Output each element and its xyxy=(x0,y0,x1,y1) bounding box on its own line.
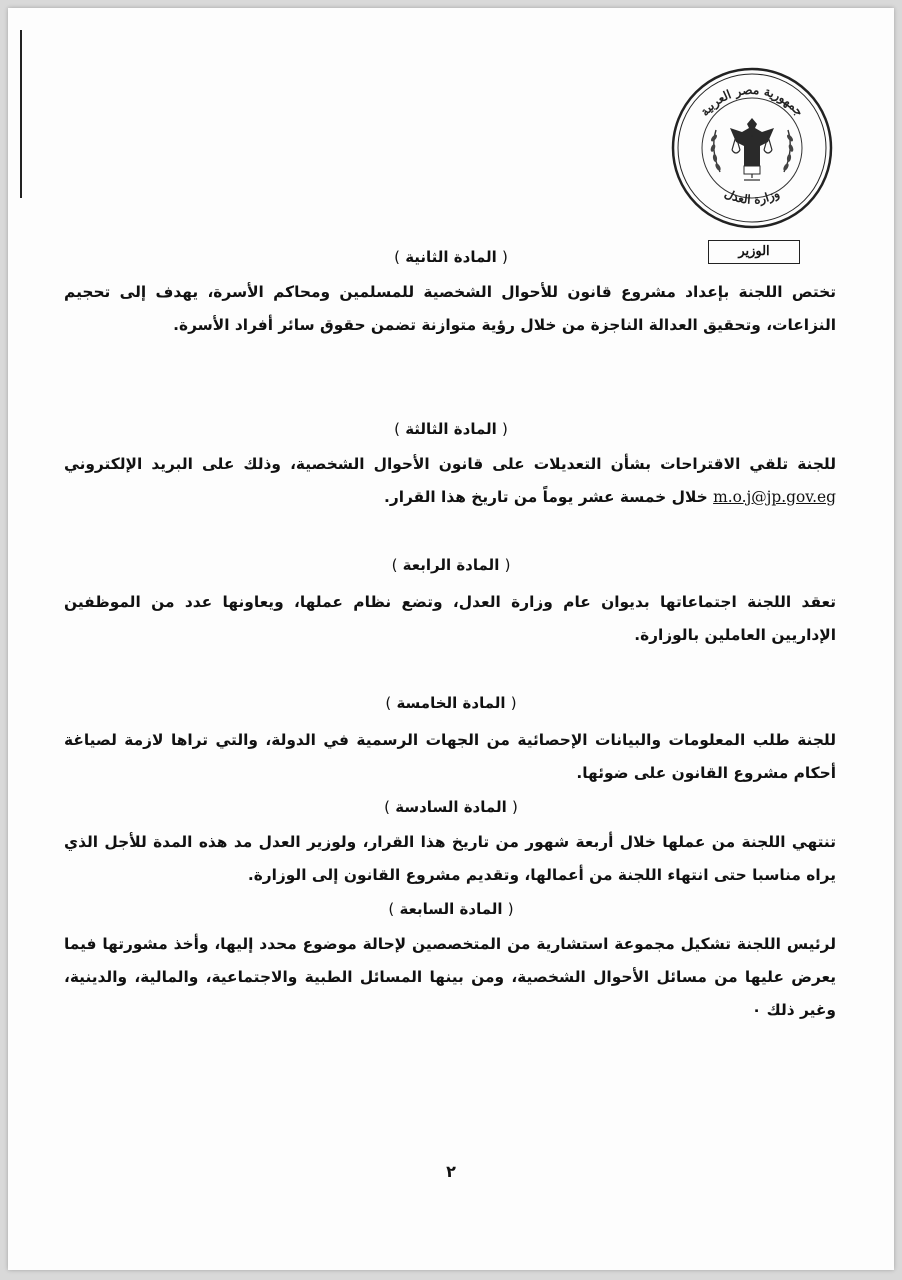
article-3-title: ( المادة الثالثة ) xyxy=(394,420,508,438)
article-2-title: ( المادة الثانية ) xyxy=(394,248,508,266)
article-4-title: ( المادة الرابعة ) xyxy=(391,556,511,574)
seal-emblem-icon xyxy=(670,66,834,230)
article-7-body: لرئيس اللجنة تشكيل مجموعة استشارية من المتخصصين لإحالة موضوع محدد إليها، وأخذ مشورتها فيما يعرض عليها من مسائل الأحوال الشخصية، ومن بينها المسائل الطبية والاجتماعية، والمالية، والدينية، وغير ذلك ٠ xyxy=(64,935,836,1019)
article-6-body: تنتهي اللجنة من عملها خلال أربعة شهور من تاريخ هذا القرار، ولوزير العدل مد هذه المدة للأجل الذي يراه مناسبا حتى انتهاء اللجنة من أعمالها، وتقديم مشروع القانون إلى الوزارة. xyxy=(64,833,836,884)
article-6-title: ( المادة السادسة ) xyxy=(384,798,518,816)
svg-text:وزارة العدل: وزارة العدل xyxy=(722,186,782,207)
email-link[interactable]: m.o.j@jp.gov.eg xyxy=(713,488,836,506)
scan-edge-line xyxy=(20,30,22,198)
page-number: ٢ xyxy=(446,1162,456,1181)
ministry-seal xyxy=(670,66,834,230)
article-3-text-end: خلال خمسة عشر يوماً من تاريخ هذا القرار. xyxy=(384,488,708,506)
article-5-title: ( المادة الخامسة ) xyxy=(385,694,517,712)
article-2-title-text: المادة الثانية xyxy=(405,248,497,266)
svg-text:جمهورية مصر العربية: جمهورية مصر العربية xyxy=(697,82,807,119)
article-7-title: ( المادة السابعة ) xyxy=(388,900,514,918)
seal-caption: الوزير xyxy=(708,240,800,264)
article-2-body: تختص اللجنة بإعداد مشروع قانون للأحوال الشخصية للمسلمين ومحاكم الأسرة، يهدف إلى تحجيم النزاعات، وتحقيق العدالة الناجزة من خلال رؤية متوازنة تضمن حقوق سائر أفراد الأسرة. xyxy=(64,283,836,334)
article-3-title-text: المادة الثالثة xyxy=(405,420,497,438)
article-4-title-text: المادة الرابعة xyxy=(402,556,500,574)
article-7-title-text: المادة السابعة xyxy=(399,900,503,918)
article-6-title-text: المادة السادسة xyxy=(395,798,507,816)
article-3-body xyxy=(64,448,836,514)
article-4-body: تعقد اللجنة اجتماعاتها بديوان عام وزارة العدل، وتضع نظام عملها، ويعاونها عدد من الموظفين الإداريين العاملين بالوزارة. xyxy=(64,593,836,644)
article-5-body: للجنة طلب المعلومات والبيانات الإحصائية من الجهات الرسمية في الدولة، والتي تراها لازمة لصياغة أحكام مشروع القانون على ضوئها. xyxy=(64,731,836,782)
document-page xyxy=(8,8,894,1270)
article-5-title-text: المادة الخامسة xyxy=(396,694,506,712)
article-3-text-start: للجنة تلقي الاقتراحات بشأن التعديلات على قانون الأحوال الشخصية، وذلك على البريد الإلكتروني xyxy=(64,455,836,473)
